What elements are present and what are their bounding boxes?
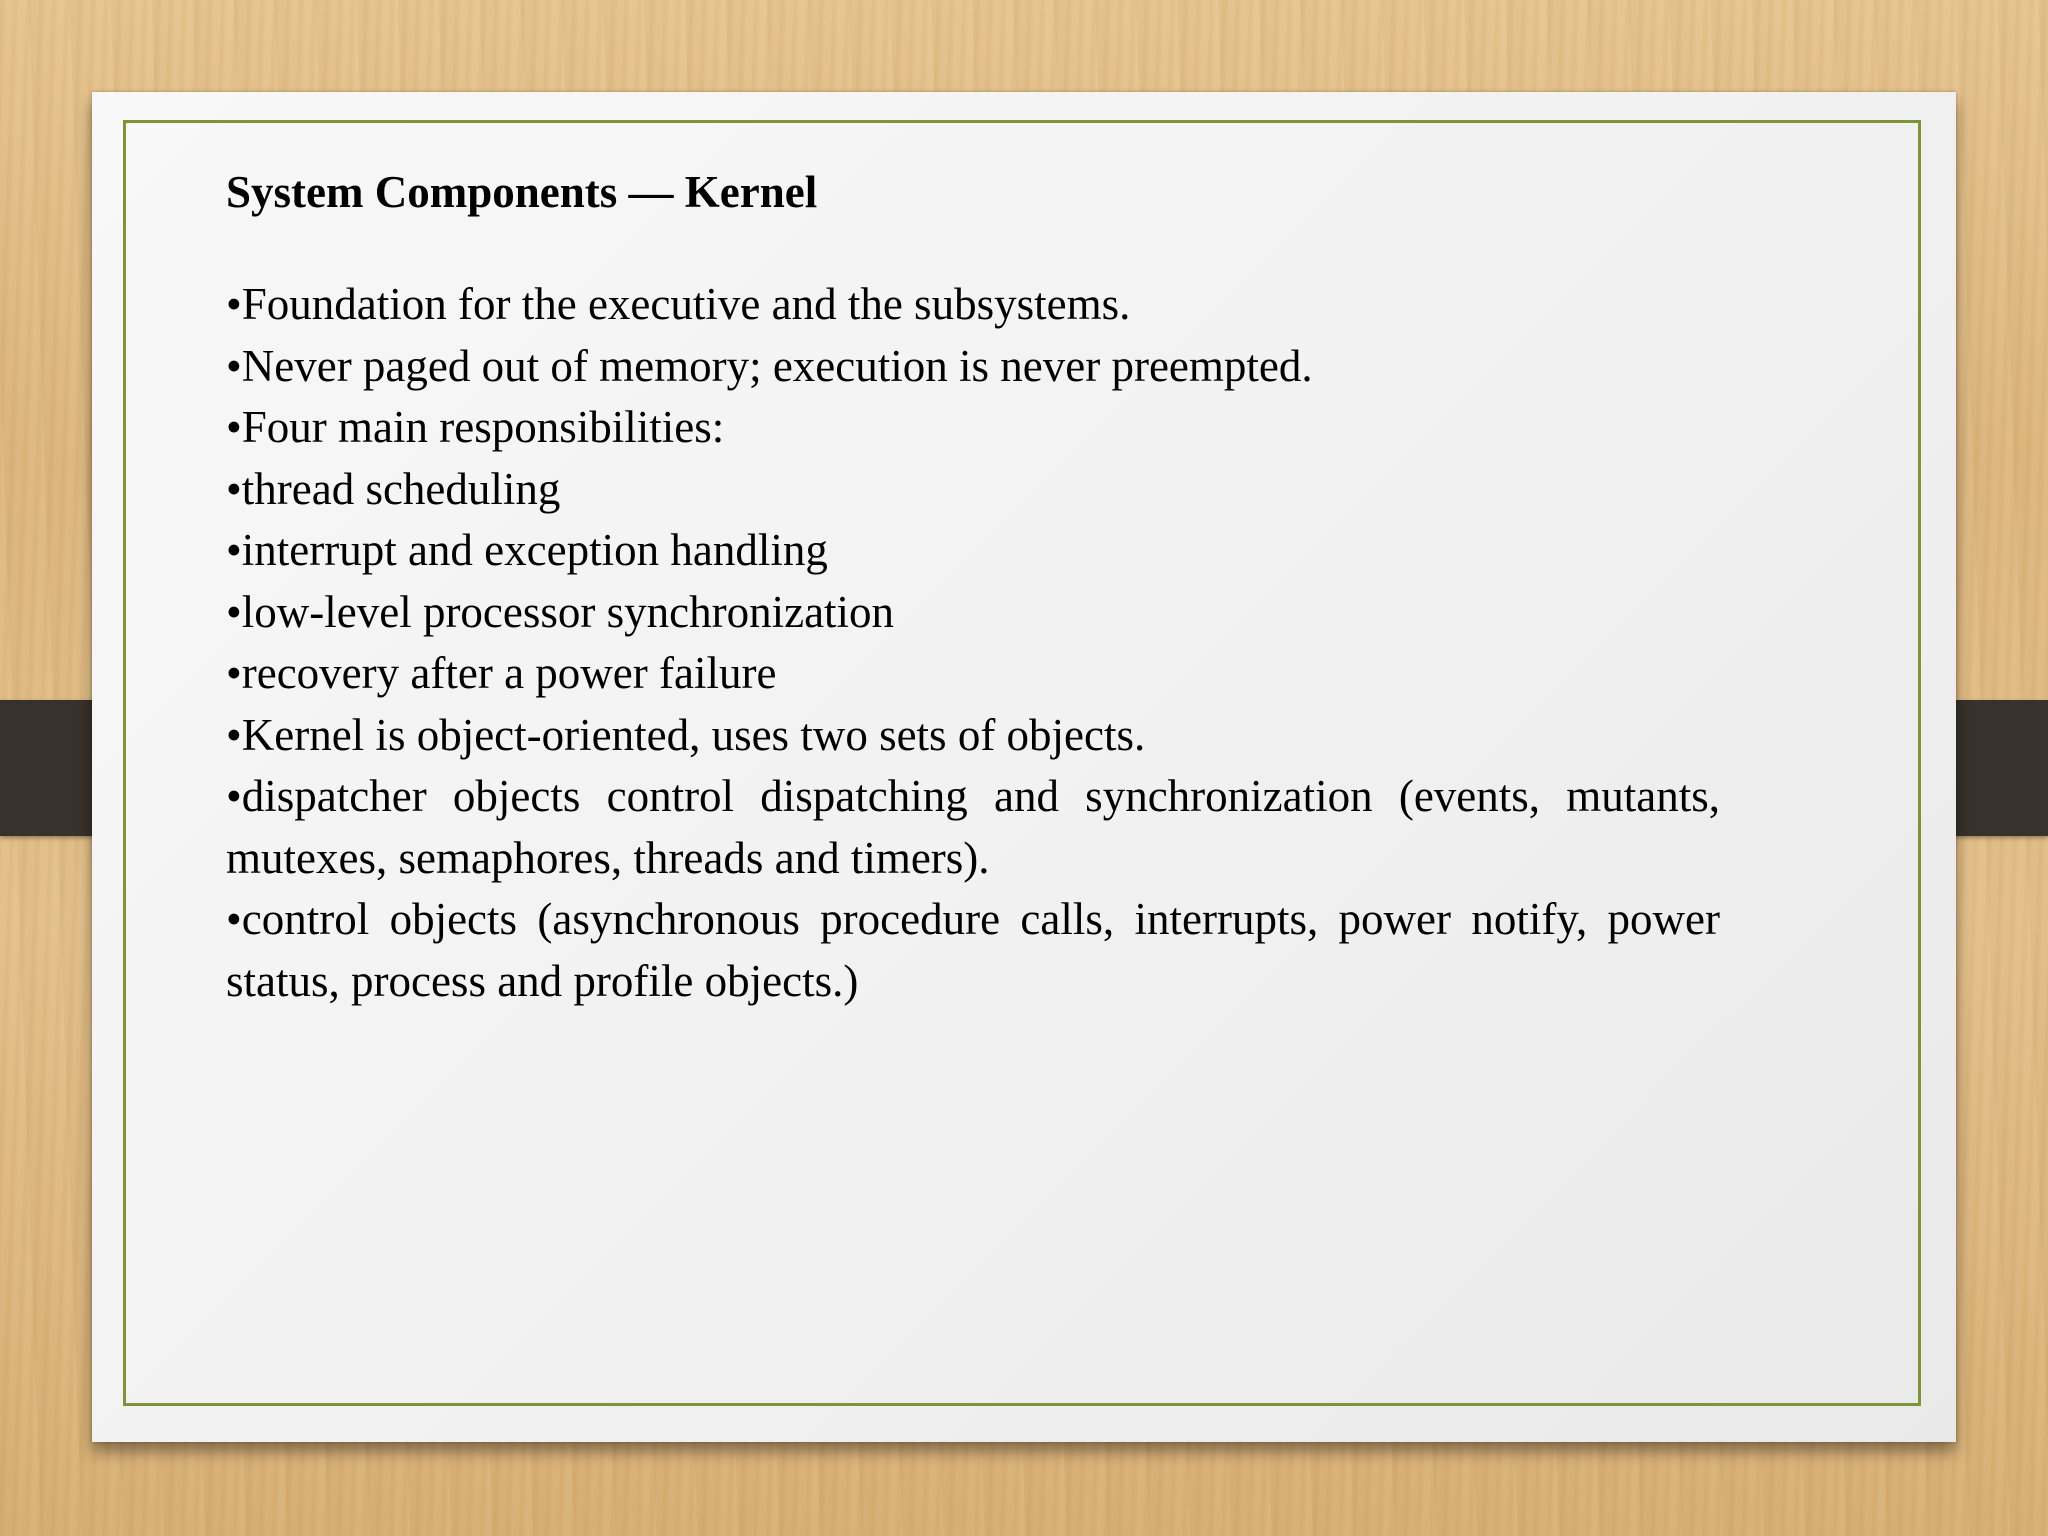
slide-paper [92,92,1956,1442]
bullet-object-oriented: •Kernel is object-oriented, uses two sets of objects. [226,709,1146,760]
bullet-foundation: •Foundation for the executive and the subsystems. [226,279,1131,329]
bullet-list [226,274,1720,1012]
slide-title: System Components — Kernel [226,167,818,217]
bullet-responsibilities: •Four main responsibilities: [226,402,725,452]
bullet-never-paged: •Never paged out of memory; execution is never preempted. [226,340,1313,391]
bullet-power-recovery: •recovery after a power failure [226,648,777,698]
bullet-interrupt-handling: •interrupt and exception handling [226,525,828,575]
slide-content [226,164,1720,1012]
bullet-low-level-sync: •low-level processor synchronization [226,586,895,637]
bullet-dispatcher-objects: •dispatcher objects control dispatching and synchronization (events, mutants, mutexes, semaphores, threads and timers). [226,771,1720,883]
bullet-control-objects: •control objects (asynchronous procedure calls, interrupts, power notify, power status, process and profile objects.) [226,894,1720,1006]
bullet-thread-scheduling: •thread scheduling [226,463,561,514]
